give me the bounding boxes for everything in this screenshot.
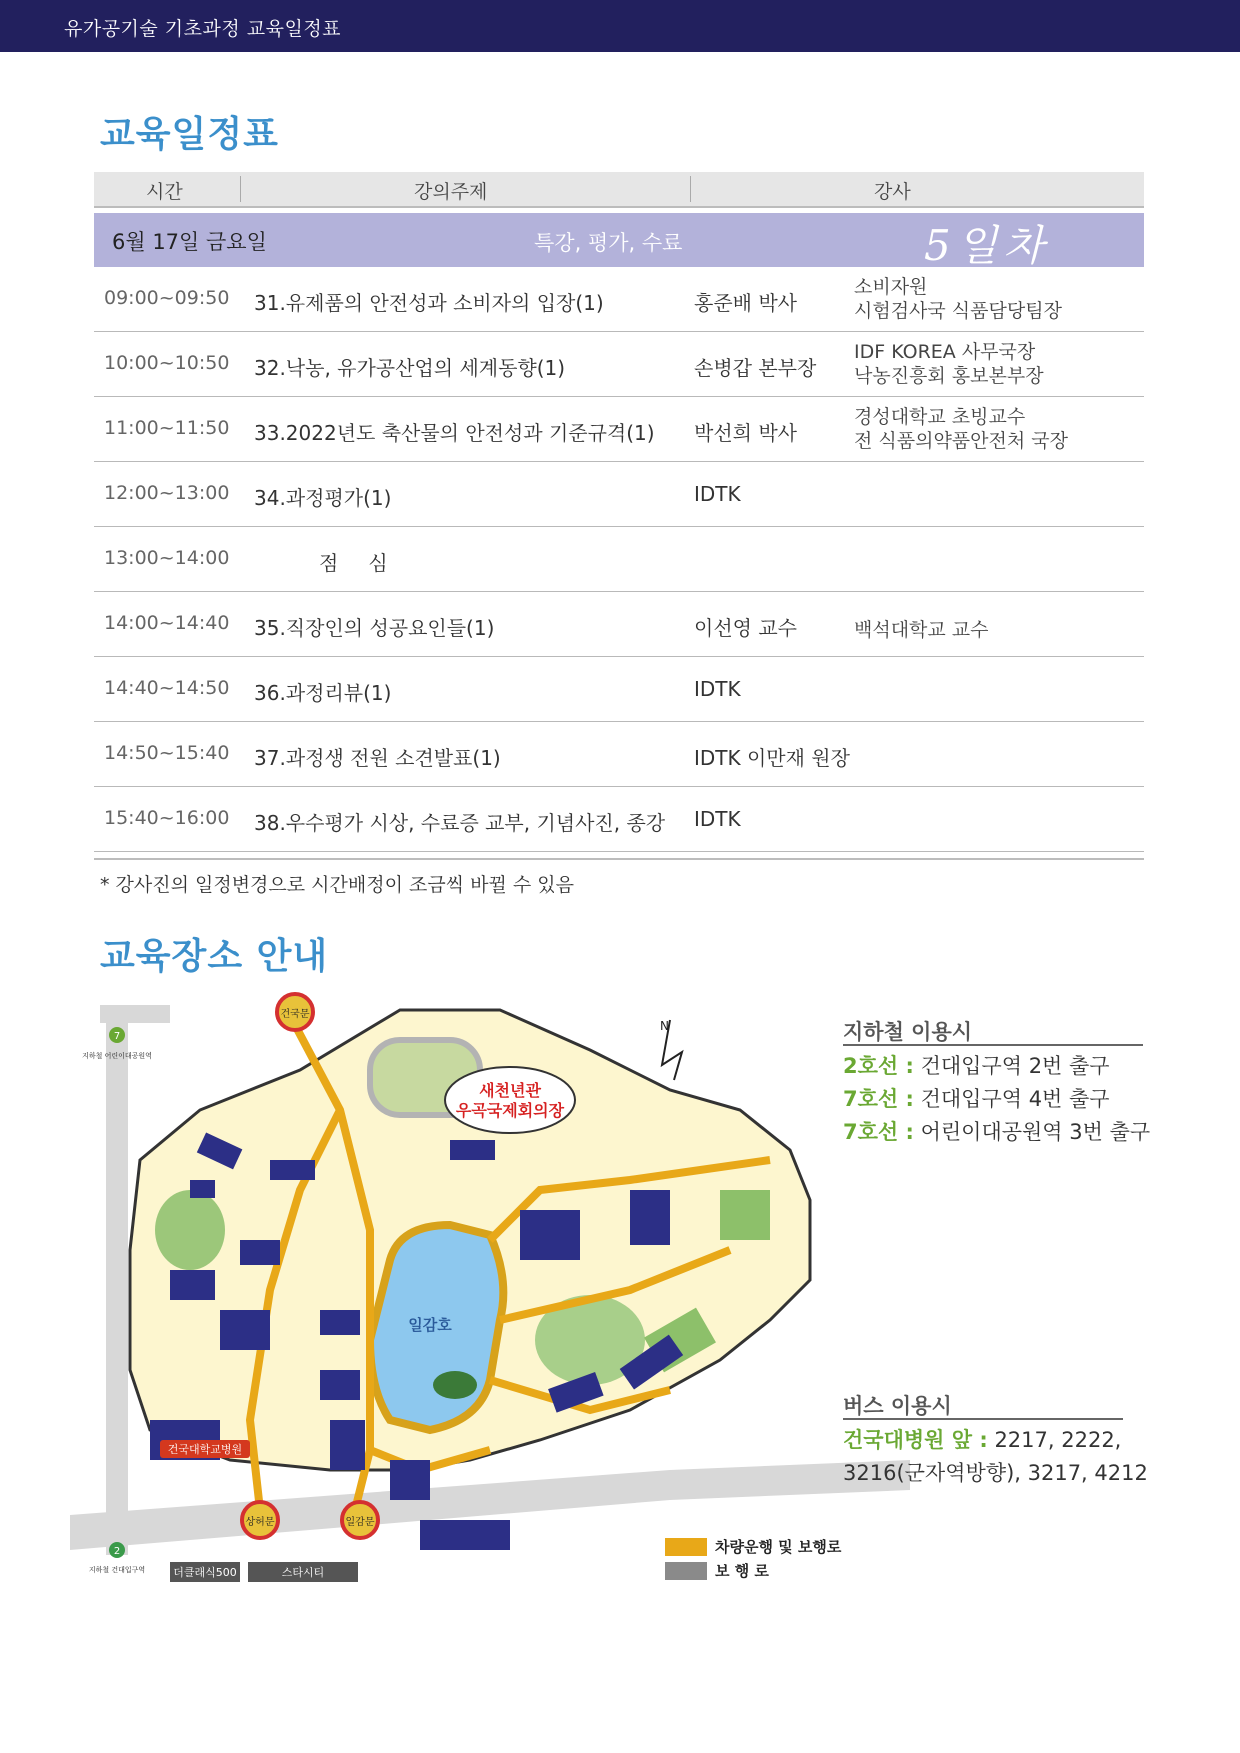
left-road xyxy=(106,1005,128,1555)
row-affiliation-1: 경성대학교 초빙교수 xyxy=(854,406,1026,428)
row-time: 12:00~13:00 xyxy=(104,482,230,504)
day-label: 5일차 xyxy=(924,221,1050,270)
table-row xyxy=(94,462,1144,527)
bus-rule xyxy=(843,1418,1123,1420)
header-title: 유가공기술 기초과정 교육일정표 xyxy=(64,18,342,40)
legend-walk: 보 행 로 xyxy=(715,1562,769,1580)
table-row xyxy=(94,657,1144,722)
lake-label: 일감호 xyxy=(408,1316,452,1334)
col-instructor: 강사 xyxy=(874,181,911,203)
row-instructor: 홍준배 박사 xyxy=(694,291,797,315)
row-affiliation xyxy=(854,340,1044,388)
subway-line-item: 7호선 : 어린이대공원역 3번 출구 xyxy=(843,1120,1151,1144)
table-row xyxy=(94,267,1144,332)
row-time: 09:00~09:50 xyxy=(104,287,230,309)
col-topic: 강의주제 xyxy=(414,181,488,203)
row-topic: 32.낙농, 유가공산업의 세계동향(1) xyxy=(254,356,566,380)
row-affiliation-2: 낙농진흥회 홍보본부장 xyxy=(854,365,1044,387)
venue-line2: 우곡국제회의장 xyxy=(455,1101,565,1120)
row-affiliation-1: IDF KOREA 사무국장 xyxy=(854,341,1036,363)
table-row xyxy=(94,722,1144,787)
row-affiliation xyxy=(854,275,1062,323)
legend-swatch-walk xyxy=(665,1562,707,1580)
legend-vehicle: 차량운행 및 보행로 xyxy=(715,1538,842,1556)
venue-line1: 새천년관 xyxy=(479,1081,541,1100)
field xyxy=(720,1190,770,1240)
row-affiliation-2: 시험검사국 식품담당팀장 xyxy=(854,300,1062,322)
svg-text:7: 7 xyxy=(113,1031,121,1042)
row-affiliation xyxy=(854,618,989,642)
legend-swatch-vehicle xyxy=(665,1538,707,1556)
campus-map xyxy=(70,990,910,1650)
day-theme: 특강, 평가, 수료 xyxy=(534,231,683,255)
schedule-table xyxy=(94,172,1144,860)
schedule-heading: 교육일정표 xyxy=(100,114,279,155)
row-topic: 34.과정평가(1) xyxy=(254,486,392,510)
schedule-note: * 강사진의 일정변경으로 시간배정이 조금씩 바뀔 수 있음 xyxy=(100,874,574,896)
row-instructor: IDTK xyxy=(694,807,741,831)
table-row xyxy=(94,332,1144,397)
day-row xyxy=(94,213,1144,270)
station-bottom-label: 지하철 건대입구역 xyxy=(88,1566,146,1574)
classic500-label: 더클래식500 xyxy=(173,1566,237,1579)
subway-directions xyxy=(843,1050,1150,1149)
row-affiliation xyxy=(854,405,1068,453)
table-row xyxy=(94,787,1144,852)
svg-text:상허문: 상허문 xyxy=(245,1517,275,1528)
row-topic: 33.2022년도 축산물의 안전성과 기준규격(1) xyxy=(254,421,655,445)
row-instructor: IDTK 이만재 원장 xyxy=(694,746,850,770)
row-topic: 점심 xyxy=(319,551,418,575)
row-topic: 38.우수평가 시상, 수료증 교부, 기념사진, 종강 xyxy=(254,811,666,835)
subway-line-item: 2호선 : 건대입구역 2번 출구 xyxy=(843,1054,1110,1078)
table-row xyxy=(94,527,1144,592)
row-instructor: IDTK xyxy=(694,482,741,506)
row-affiliation-2: 전 식품의약품안전처 국장 xyxy=(854,430,1068,452)
row-instructor: 이선영 교수 xyxy=(694,616,797,640)
row-time: 15:40~16:00 xyxy=(104,807,230,829)
row-topic: 35.직장인의 성공요인들(1) xyxy=(254,616,495,640)
green-area xyxy=(155,1190,225,1270)
row-affiliation-1: 백석대학교 교수 xyxy=(854,619,989,641)
location-heading: 교육장소 안내 xyxy=(100,936,329,977)
row-time: 14:40~14:50 xyxy=(104,677,230,699)
table-row xyxy=(94,397,1144,462)
row-topic: 31.유제품의 안전성과 소비자의 입장(1) xyxy=(254,291,604,315)
starcity-label: 스타시티 xyxy=(281,1566,325,1579)
bus-title: 버스 이용시 xyxy=(843,1394,952,1418)
svg-text:2: 2 xyxy=(113,1546,121,1557)
north-label: N xyxy=(660,1019,669,1033)
row-topic: 36.과정리뷰(1) xyxy=(254,681,392,705)
lake-island xyxy=(433,1371,477,1399)
day-date: 6월 17일 금요일 xyxy=(112,230,267,254)
svg-text:일감문: 일감문 xyxy=(345,1517,375,1528)
row-time: 10:00~10:50 xyxy=(104,352,230,374)
venue-callout xyxy=(445,1067,575,1133)
row-time: 14:00~14:40 xyxy=(104,612,230,634)
station-top-label: 지하철 어린이대공원역 xyxy=(82,1052,152,1060)
subway-rule xyxy=(843,1044,1143,1046)
row-instructor: IDTK xyxy=(694,677,741,701)
row-time: 14:50~15:40 xyxy=(104,742,230,764)
bus-directions: 건국대병원 앞 : 2217, 2222, 3216(군자역방향), 3217, 4212 xyxy=(843,1428,1148,1485)
svg-text:건국문: 건국문 xyxy=(280,1009,310,1020)
subway-line-item: 7호선 : 건대입구역 4번 출구 xyxy=(843,1087,1110,1111)
hospital-label: 건국대학교병원 xyxy=(167,1443,243,1456)
row-time: 11:00~11:50 xyxy=(104,417,230,439)
row-topic: 37.과정생 전원 소견발표(1) xyxy=(254,746,501,770)
col-time: 시간 xyxy=(146,181,183,203)
subway-title: 지하철 이용시 xyxy=(843,1020,973,1044)
table-end-line xyxy=(94,852,1144,860)
header-bar xyxy=(0,0,1240,52)
row-instructor: 박선희 박사 xyxy=(694,421,797,445)
row-affiliation-1: 소비자원 xyxy=(854,276,928,298)
row-instructor: 손병갑 본부장 xyxy=(694,356,817,380)
row-time: 13:00~14:00 xyxy=(104,547,230,569)
table-header xyxy=(94,172,1144,208)
table-row xyxy=(94,592,1144,657)
